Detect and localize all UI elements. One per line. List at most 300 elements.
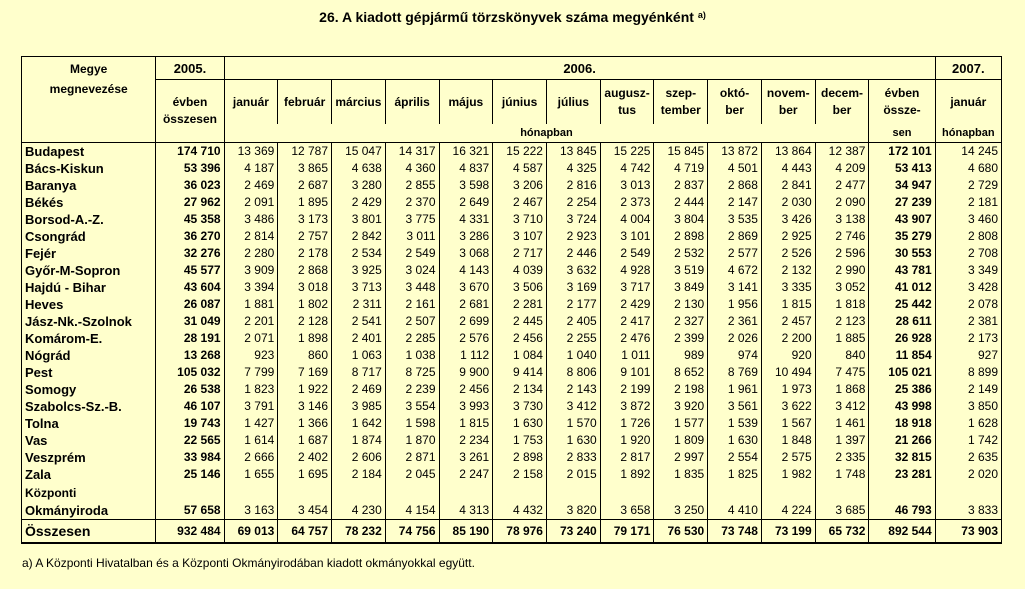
value-2006-month-8: 3 658 xyxy=(600,483,654,520)
value-2006-total: 172 101 xyxy=(869,143,935,161)
value-2006-month-4: 1 038 xyxy=(385,347,439,364)
value-2006-month-5: 2 456 xyxy=(439,381,493,398)
value-2006-month-8: 1 892 xyxy=(600,466,654,483)
header-line: február xyxy=(283,94,326,109)
value-2006-month-12: 1 818 xyxy=(815,296,869,313)
value-2006-month-10: 3 535 xyxy=(708,211,762,228)
value-2006-month-1: 1 427 xyxy=(224,415,278,432)
county-name: Győr-M-Sopron xyxy=(22,262,156,279)
value-2006-month-3: 4 230 xyxy=(332,483,386,520)
value-2007-january: 1 742 xyxy=(935,432,1001,449)
value-2006-total: 35 279 xyxy=(869,228,935,245)
county-name: Összesen xyxy=(22,520,156,544)
value-2006-month-5: 1 815 xyxy=(439,415,493,432)
value-2006-month-7: 3 412 xyxy=(546,398,600,415)
value-2006-month-8: 2 429 xyxy=(600,296,654,313)
value-2006-month-12: 2 477 xyxy=(815,177,869,194)
value-2006-month-11: 3 426 xyxy=(761,211,815,228)
value-2006-month-5: 1 112 xyxy=(439,347,493,364)
county-name: Zala xyxy=(22,466,156,483)
value-2006-month-12: 840 xyxy=(815,347,869,364)
value-2006-total: 28 611 xyxy=(869,313,935,330)
header-month-8 xyxy=(600,80,654,125)
table-row xyxy=(22,143,1002,161)
value-2006-month-9: 2 130 xyxy=(654,296,708,313)
value-2006-month-4: 3 011 xyxy=(385,228,439,245)
value-2006-month-11: 1 848 xyxy=(761,432,815,449)
value-2006-month-3: 15 047 xyxy=(332,143,386,161)
value-2006-month-3: 2 311 xyxy=(332,296,386,313)
header-line: ber xyxy=(832,103,852,117)
header-line: tus xyxy=(618,103,637,117)
value-2006-month-2: 2 757 xyxy=(278,228,332,245)
value-2006-month-8: 9 101 xyxy=(600,364,654,381)
value-2007-january: 2 635 xyxy=(935,449,1001,466)
value-2005-total: 25 146 xyxy=(156,466,224,483)
value-2006-month-1: 3 486 xyxy=(224,211,278,228)
value-2006-month-7: 2 923 xyxy=(546,228,600,245)
value-2006-month-3: 3 713 xyxy=(332,279,386,296)
value-2006-month-2: 1 895 xyxy=(278,194,332,211)
value-2006-month-3: 2 401 xyxy=(332,330,386,347)
value-2007-january: 2 020 xyxy=(935,466,1001,483)
value-2006-month-6: 2 134 xyxy=(493,381,547,398)
header-month-9 xyxy=(654,80,708,125)
value-2006-month-2: 1 802 xyxy=(278,296,332,313)
value-2007-january: 3 349 xyxy=(935,262,1001,279)
value-2006-month-12: 2 746 xyxy=(815,228,869,245)
value-2006-month-8: 2 417 xyxy=(600,313,654,330)
value-2006-month-6: 9 414 xyxy=(493,364,547,381)
header-2007-januar: január xyxy=(935,80,1001,125)
value-2006-total: 105 021 xyxy=(869,364,935,381)
county-name: Veszprém xyxy=(22,449,156,466)
value-2006-total: 30 553 xyxy=(869,245,935,262)
value-2006-month-12: 2 090 xyxy=(815,194,869,211)
value-2006-month-5: 85 190 xyxy=(439,520,493,544)
value-2006-month-5: 2 247 xyxy=(439,466,493,483)
value-2006-month-6: 1 630 xyxy=(493,415,547,432)
header-2005-evben-osszesen xyxy=(156,80,224,143)
header-megye-line1: Megye xyxy=(70,62,108,76)
table-row xyxy=(22,211,1002,228)
value-2007-january: 2 729 xyxy=(935,177,1001,194)
value-2006-total: 21 266 xyxy=(869,432,935,449)
value-2006-month-7: 2 446 xyxy=(546,245,600,262)
value-2005-total: 45 577 xyxy=(156,262,224,279)
value-2005-total: 27 962 xyxy=(156,194,224,211)
value-2006-month-5: 2 699 xyxy=(439,313,493,330)
header-month-4 xyxy=(385,80,439,125)
value-2006-month-12: 3 052 xyxy=(815,279,869,296)
header-2007-honapban: hónapban xyxy=(935,124,1001,143)
value-2007-january: 2 149 xyxy=(935,381,1001,398)
value-2006-total: 25 386 xyxy=(869,381,935,398)
value-2007-january: 2 181 xyxy=(935,194,1001,211)
header-month-11 xyxy=(761,80,815,125)
value-2006-month-4: 2 549 xyxy=(385,245,439,262)
value-2006-month-5: 4 331 xyxy=(439,211,493,228)
value-2006-month-3: 1 642 xyxy=(332,415,386,432)
value-2006-month-9: 4 719 xyxy=(654,160,708,177)
value-2006-month-10: 2 147 xyxy=(708,194,762,211)
value-2006-month-2: 1 898 xyxy=(278,330,332,347)
value-2006-month-9: 3 250 xyxy=(654,483,708,520)
value-2006-month-5: 4 143 xyxy=(439,262,493,279)
county-name-line2: Okmányiroda xyxy=(25,503,109,518)
county-name: Nógrád xyxy=(22,347,156,364)
value-2006-month-12: 1 397 xyxy=(815,432,869,449)
value-2006-month-5: 4 313 xyxy=(439,483,493,520)
value-2006-month-4: 1 870 xyxy=(385,432,439,449)
value-2006-month-5: 3 993 xyxy=(439,398,493,415)
value-2006-month-7: 2 405 xyxy=(546,313,600,330)
value-2006-month-4: 2 370 xyxy=(385,194,439,211)
header-line: április xyxy=(394,94,430,109)
value-2005-total: 932 484 xyxy=(156,520,224,544)
value-2006-total: 53 413 xyxy=(869,160,935,177)
table-row xyxy=(22,466,1002,483)
value-2006-month-3: 3 801 xyxy=(332,211,386,228)
value-2006-month-6: 3 206 xyxy=(493,177,547,194)
value-2006-month-12: 1 868 xyxy=(815,381,869,398)
value-2006-month-12: 7 475 xyxy=(815,364,869,381)
value-2007-january: 927 xyxy=(935,347,1001,364)
value-2006-month-3: 2 469 xyxy=(332,381,386,398)
value-2006-month-9: 989 xyxy=(654,347,708,364)
county-name: Hajdú - Bihar xyxy=(22,279,156,296)
value-2006-month-9: 1 835 xyxy=(654,466,708,483)
value-2006-month-9: 2 444 xyxy=(654,194,708,211)
value-2006-month-3: 2 429 xyxy=(332,194,386,211)
value-2005-total: 32 276 xyxy=(156,245,224,262)
header-line: június xyxy=(501,94,538,109)
header-2005: 2005. xyxy=(156,57,224,80)
value-2006-month-9: 3 804 xyxy=(654,211,708,228)
value-2006-month-7: 2 816 xyxy=(546,177,600,194)
value-2006-month-7: 8 806 xyxy=(546,364,600,381)
value-2006-month-9: 2 327 xyxy=(654,313,708,330)
value-2007-january: 3 850 xyxy=(935,398,1001,415)
value-2006-month-4: 14 317 xyxy=(385,143,439,161)
value-2006-total: 46 793 xyxy=(869,483,935,520)
table-row xyxy=(22,347,1002,364)
header-line: március xyxy=(335,94,382,109)
value-2006-month-4: 2 045 xyxy=(385,466,439,483)
value-2006-month-8: 3 013 xyxy=(600,177,654,194)
value-2006-month-6: 4 432 xyxy=(493,483,547,520)
value-2006-month-7: 1 040 xyxy=(546,347,600,364)
value-2006-month-10: 1 539 xyxy=(708,415,762,432)
value-2006-month-6: 2 898 xyxy=(493,449,547,466)
value-2006-month-9: 2 399 xyxy=(654,330,708,347)
value-2007-january: 14 245 xyxy=(935,143,1001,161)
value-2006-month-1: 2 666 xyxy=(224,449,278,466)
value-2006-month-8: 15 225 xyxy=(600,143,654,161)
header-line: szep- xyxy=(665,86,697,100)
value-2006-month-4: 3 448 xyxy=(385,279,439,296)
value-2006-month-1: 1 881 xyxy=(224,296,278,313)
value-2006-month-1: 2 071 xyxy=(224,330,278,347)
county-name: Budapest xyxy=(22,143,156,161)
value-2006-month-10: 2 361 xyxy=(708,313,762,330)
value-2006-month-11: 2 575 xyxy=(761,449,815,466)
value-2006-month-6: 2 158 xyxy=(493,466,547,483)
table-row xyxy=(22,330,1002,347)
value-2006-month-11: 2 925 xyxy=(761,228,815,245)
table-row xyxy=(22,432,1002,449)
value-2006-total: 41 012 xyxy=(869,279,935,296)
value-2006-month-1: 1 614 xyxy=(224,432,278,449)
value-2005-total: 45 358 xyxy=(156,211,224,228)
value-2006-month-11: 10 494 xyxy=(761,364,815,381)
value-2005-total: 36 023 xyxy=(156,177,224,194)
value-2005-total: 26 538 xyxy=(156,381,224,398)
value-2006-month-7: 2 254 xyxy=(546,194,600,211)
value-2006-month-4: 2 239 xyxy=(385,381,439,398)
value-2006-month-1: 2 814 xyxy=(224,228,278,245)
value-2006-month-1: 3 394 xyxy=(224,279,278,296)
value-2006-month-2: 860 xyxy=(278,347,332,364)
value-2007-january: 2 708 xyxy=(935,245,1001,262)
value-2006-month-1: 2 469 xyxy=(224,177,278,194)
county-name: Tolna xyxy=(22,415,156,432)
header-line: összesen xyxy=(162,112,217,126)
value-2006-month-1: 1 823 xyxy=(224,381,278,398)
table-row xyxy=(22,194,1002,211)
value-2006-month-10: 3 561 xyxy=(708,398,762,415)
value-2006-month-11: 1 567 xyxy=(761,415,815,432)
value-2006-month-10: 8 769 xyxy=(708,364,762,381)
table-row xyxy=(22,313,1002,330)
value-2005-total: 174 710 xyxy=(156,143,224,161)
value-2005-total: 43 604 xyxy=(156,279,224,296)
county-name: Jász-Nk.-Szolnok xyxy=(22,313,156,330)
value-2006-total: 32 815 xyxy=(869,449,935,466)
value-2006-month-1: 923 xyxy=(224,347,278,364)
value-2006-month-3: 2 606 xyxy=(332,449,386,466)
value-2006-month-7: 3 820 xyxy=(546,483,600,520)
value-2006-month-3: 3 985 xyxy=(332,398,386,415)
value-2005-total: 105 032 xyxy=(156,364,224,381)
header-month-1 xyxy=(224,80,278,125)
value-2006-month-4: 2 855 xyxy=(385,177,439,194)
value-2006-month-9: 15 845 xyxy=(654,143,708,161)
value-2006-month-5: 3 598 xyxy=(439,177,493,194)
value-2005-total: 13 268 xyxy=(156,347,224,364)
value-2005-total: 46 107 xyxy=(156,398,224,415)
value-2006-month-1: 3 909 xyxy=(224,262,278,279)
value-2006-month-12: 3 412 xyxy=(815,398,869,415)
value-2006-month-12: 2 990 xyxy=(815,262,869,279)
value-2006-month-8: 79 171 xyxy=(600,520,654,544)
header-month-2 xyxy=(278,80,332,125)
value-2006-month-8: 2 817 xyxy=(600,449,654,466)
value-2006-month-9: 8 652 xyxy=(654,364,708,381)
value-2007-january: 2 808 xyxy=(935,228,1001,245)
value-2006-month-7: 3 169 xyxy=(546,279,600,296)
value-2007-january: 2 173 xyxy=(935,330,1001,347)
value-2006-month-4: 3 775 xyxy=(385,211,439,228)
value-2006-month-2: 1 695 xyxy=(278,466,332,483)
value-2006-month-8: 4 742 xyxy=(600,160,654,177)
value-2006-month-2: 1 687 xyxy=(278,432,332,449)
value-2006-month-6: 3 506 xyxy=(493,279,547,296)
value-2006-month-11: 73 199 xyxy=(761,520,815,544)
value-2005-total: 19 743 xyxy=(156,415,224,432)
value-2006-month-7: 2 143 xyxy=(546,381,600,398)
header-line: novem- xyxy=(766,86,810,100)
value-2005-total: 57 658 xyxy=(156,483,224,520)
value-2006-month-1: 2 280 xyxy=(224,245,278,262)
value-2006-month-11: 1 982 xyxy=(761,466,815,483)
value-2006-month-8: 1 726 xyxy=(600,415,654,432)
value-2006-month-3: 2 534 xyxy=(332,245,386,262)
value-2006-month-7: 4 325 xyxy=(546,160,600,177)
footnote: a) A Központi Hivatalban és a Központi Okmányirodában kiadott okmányokkal együtt. xyxy=(22,556,475,570)
value-2006-month-4: 1 598 xyxy=(385,415,439,432)
value-2006-month-2: 3 865 xyxy=(278,160,332,177)
value-2006-month-8: 4 928 xyxy=(600,262,654,279)
value-2006-month-12: 2 123 xyxy=(815,313,869,330)
header-line: január xyxy=(232,94,269,109)
value-2006-month-8: 2 549 xyxy=(600,245,654,262)
value-2006-month-8: 3 872 xyxy=(600,398,654,415)
county-name: Pest xyxy=(22,364,156,381)
value-2006-month-4: 3 554 xyxy=(385,398,439,415)
table-row xyxy=(22,364,1002,381)
value-2006-month-11: 3 335 xyxy=(761,279,815,296)
value-2006-month-4: 4 154 xyxy=(385,483,439,520)
header-month-6 xyxy=(493,80,547,125)
value-2006-month-3: 3 280 xyxy=(332,177,386,194)
value-2006-month-4: 2 871 xyxy=(385,449,439,466)
value-2006-month-12: 3 138 xyxy=(815,211,869,228)
value-2006-month-7: 1 630 xyxy=(546,432,600,449)
value-2006-month-6: 2 717 xyxy=(493,245,547,262)
value-2006-month-1: 3 791 xyxy=(224,398,278,415)
value-2006-month-9: 1 577 xyxy=(654,415,708,432)
header-2006: 2006. xyxy=(224,57,935,80)
value-2007-january: 2 381 xyxy=(935,313,1001,330)
table-title xyxy=(0,8,1025,26)
value-2006-month-11: 2 030 xyxy=(761,194,815,211)
value-2006-month-8: 1 011 xyxy=(600,347,654,364)
header-line: július xyxy=(557,94,589,109)
value-2006-month-2: 3 146 xyxy=(278,398,332,415)
county-name: Heves xyxy=(22,296,156,313)
table-row xyxy=(22,177,1002,194)
value-2006-month-9: 2 837 xyxy=(654,177,708,194)
value-2006-month-7: 73 240 xyxy=(546,520,600,544)
value-2006-month-5: 4 837 xyxy=(439,160,493,177)
table-row xyxy=(22,296,1002,313)
value-2006-month-3: 8 717 xyxy=(332,364,386,381)
header-month-3 xyxy=(332,80,386,125)
value-2006-month-4: 2 285 xyxy=(385,330,439,347)
value-2006-month-6: 3 710 xyxy=(493,211,547,228)
value-2006-month-2: 3 173 xyxy=(278,211,332,228)
value-2007-january: 2 078 xyxy=(935,296,1001,313)
value-2005-total: 36 270 xyxy=(156,228,224,245)
value-2006-month-8: 2 373 xyxy=(600,194,654,211)
value-2007-january: 73 903 xyxy=(935,520,1001,544)
value-2006-month-2: 2 128 xyxy=(278,313,332,330)
county-name: Vas xyxy=(22,432,156,449)
value-2007-january: 8 899 xyxy=(935,364,1001,381)
value-2006-month-9: 76 530 xyxy=(654,520,708,544)
value-2006-month-4: 3 024 xyxy=(385,262,439,279)
table-row xyxy=(22,245,1002,262)
value-2006-total: 43 998 xyxy=(869,398,935,415)
value-2006-month-12: 1 885 xyxy=(815,330,869,347)
value-2006-month-2: 12 787 xyxy=(278,143,332,161)
value-2006-month-10: 2 868 xyxy=(708,177,762,194)
header-honapban: hónapban xyxy=(224,124,869,143)
value-2006-month-10: 73 748 xyxy=(708,520,762,544)
value-2006-total: 11 854 xyxy=(869,347,935,364)
value-2006-month-4: 8 725 xyxy=(385,364,439,381)
value-2006-month-5: 16 321 xyxy=(439,143,493,161)
value-2006-month-6: 4 039 xyxy=(493,262,547,279)
header-2006-evben-osszesen xyxy=(869,80,935,125)
value-2006-month-12: 2 335 xyxy=(815,449,869,466)
value-2006-month-12: 65 732 xyxy=(815,520,869,544)
value-2006-month-6: 2 456 xyxy=(493,330,547,347)
value-2006-month-5: 2 234 xyxy=(439,432,493,449)
value-2006-month-5: 3 068 xyxy=(439,245,493,262)
value-2006-month-6: 1 084 xyxy=(493,347,547,364)
value-2006-month-2: 3 018 xyxy=(278,279,332,296)
value-2006-month-2: 2 687 xyxy=(278,177,332,194)
value-2006-month-11: 1 815 xyxy=(761,296,815,313)
value-2005-total: 26 087 xyxy=(156,296,224,313)
value-2006-month-11: 2 132 xyxy=(761,262,815,279)
value-2006-month-6: 2 281 xyxy=(493,296,547,313)
value-2006-month-7: 1 570 xyxy=(546,415,600,432)
header-line: októ- xyxy=(719,86,750,100)
header-line: május xyxy=(448,94,484,109)
value-2006-total: 18 918 xyxy=(869,415,935,432)
county-name: Békés xyxy=(22,194,156,211)
value-2006-month-11: 3 622 xyxy=(761,398,815,415)
value-2006-month-10: 1 961 xyxy=(708,381,762,398)
value-2006-month-12: 3 685 xyxy=(815,483,869,520)
value-2006-month-12: 4 209 xyxy=(815,160,869,177)
data-table xyxy=(21,56,1002,544)
header-line: össze- xyxy=(883,103,921,117)
value-2006-month-2: 3 454 xyxy=(278,483,332,520)
table-row xyxy=(22,415,1002,432)
value-2006-month-6: 15 222 xyxy=(493,143,547,161)
value-2006-total: 26 928 xyxy=(869,330,935,347)
value-2006-month-2: 2 868 xyxy=(278,262,332,279)
value-2006-month-11: 4 224 xyxy=(761,483,815,520)
value-2006-total: 23 281 xyxy=(869,466,935,483)
value-2006-month-10: 1 825 xyxy=(708,466,762,483)
value-2007-january: 3 428 xyxy=(935,279,1001,296)
value-2006-month-1: 2 091 xyxy=(224,194,278,211)
value-2006-month-7: 3 632 xyxy=(546,262,600,279)
table-row xyxy=(22,449,1002,466)
value-2006-month-1: 3 163 xyxy=(224,483,278,520)
header-line: decem- xyxy=(820,86,864,100)
value-2006-month-2: 7 169 xyxy=(278,364,332,381)
value-2006-month-8: 4 004 xyxy=(600,211,654,228)
value-2006-month-12: 1 461 xyxy=(815,415,869,432)
value-2006-month-10: 1 630 xyxy=(708,432,762,449)
value-2006-month-5: 3 286 xyxy=(439,228,493,245)
